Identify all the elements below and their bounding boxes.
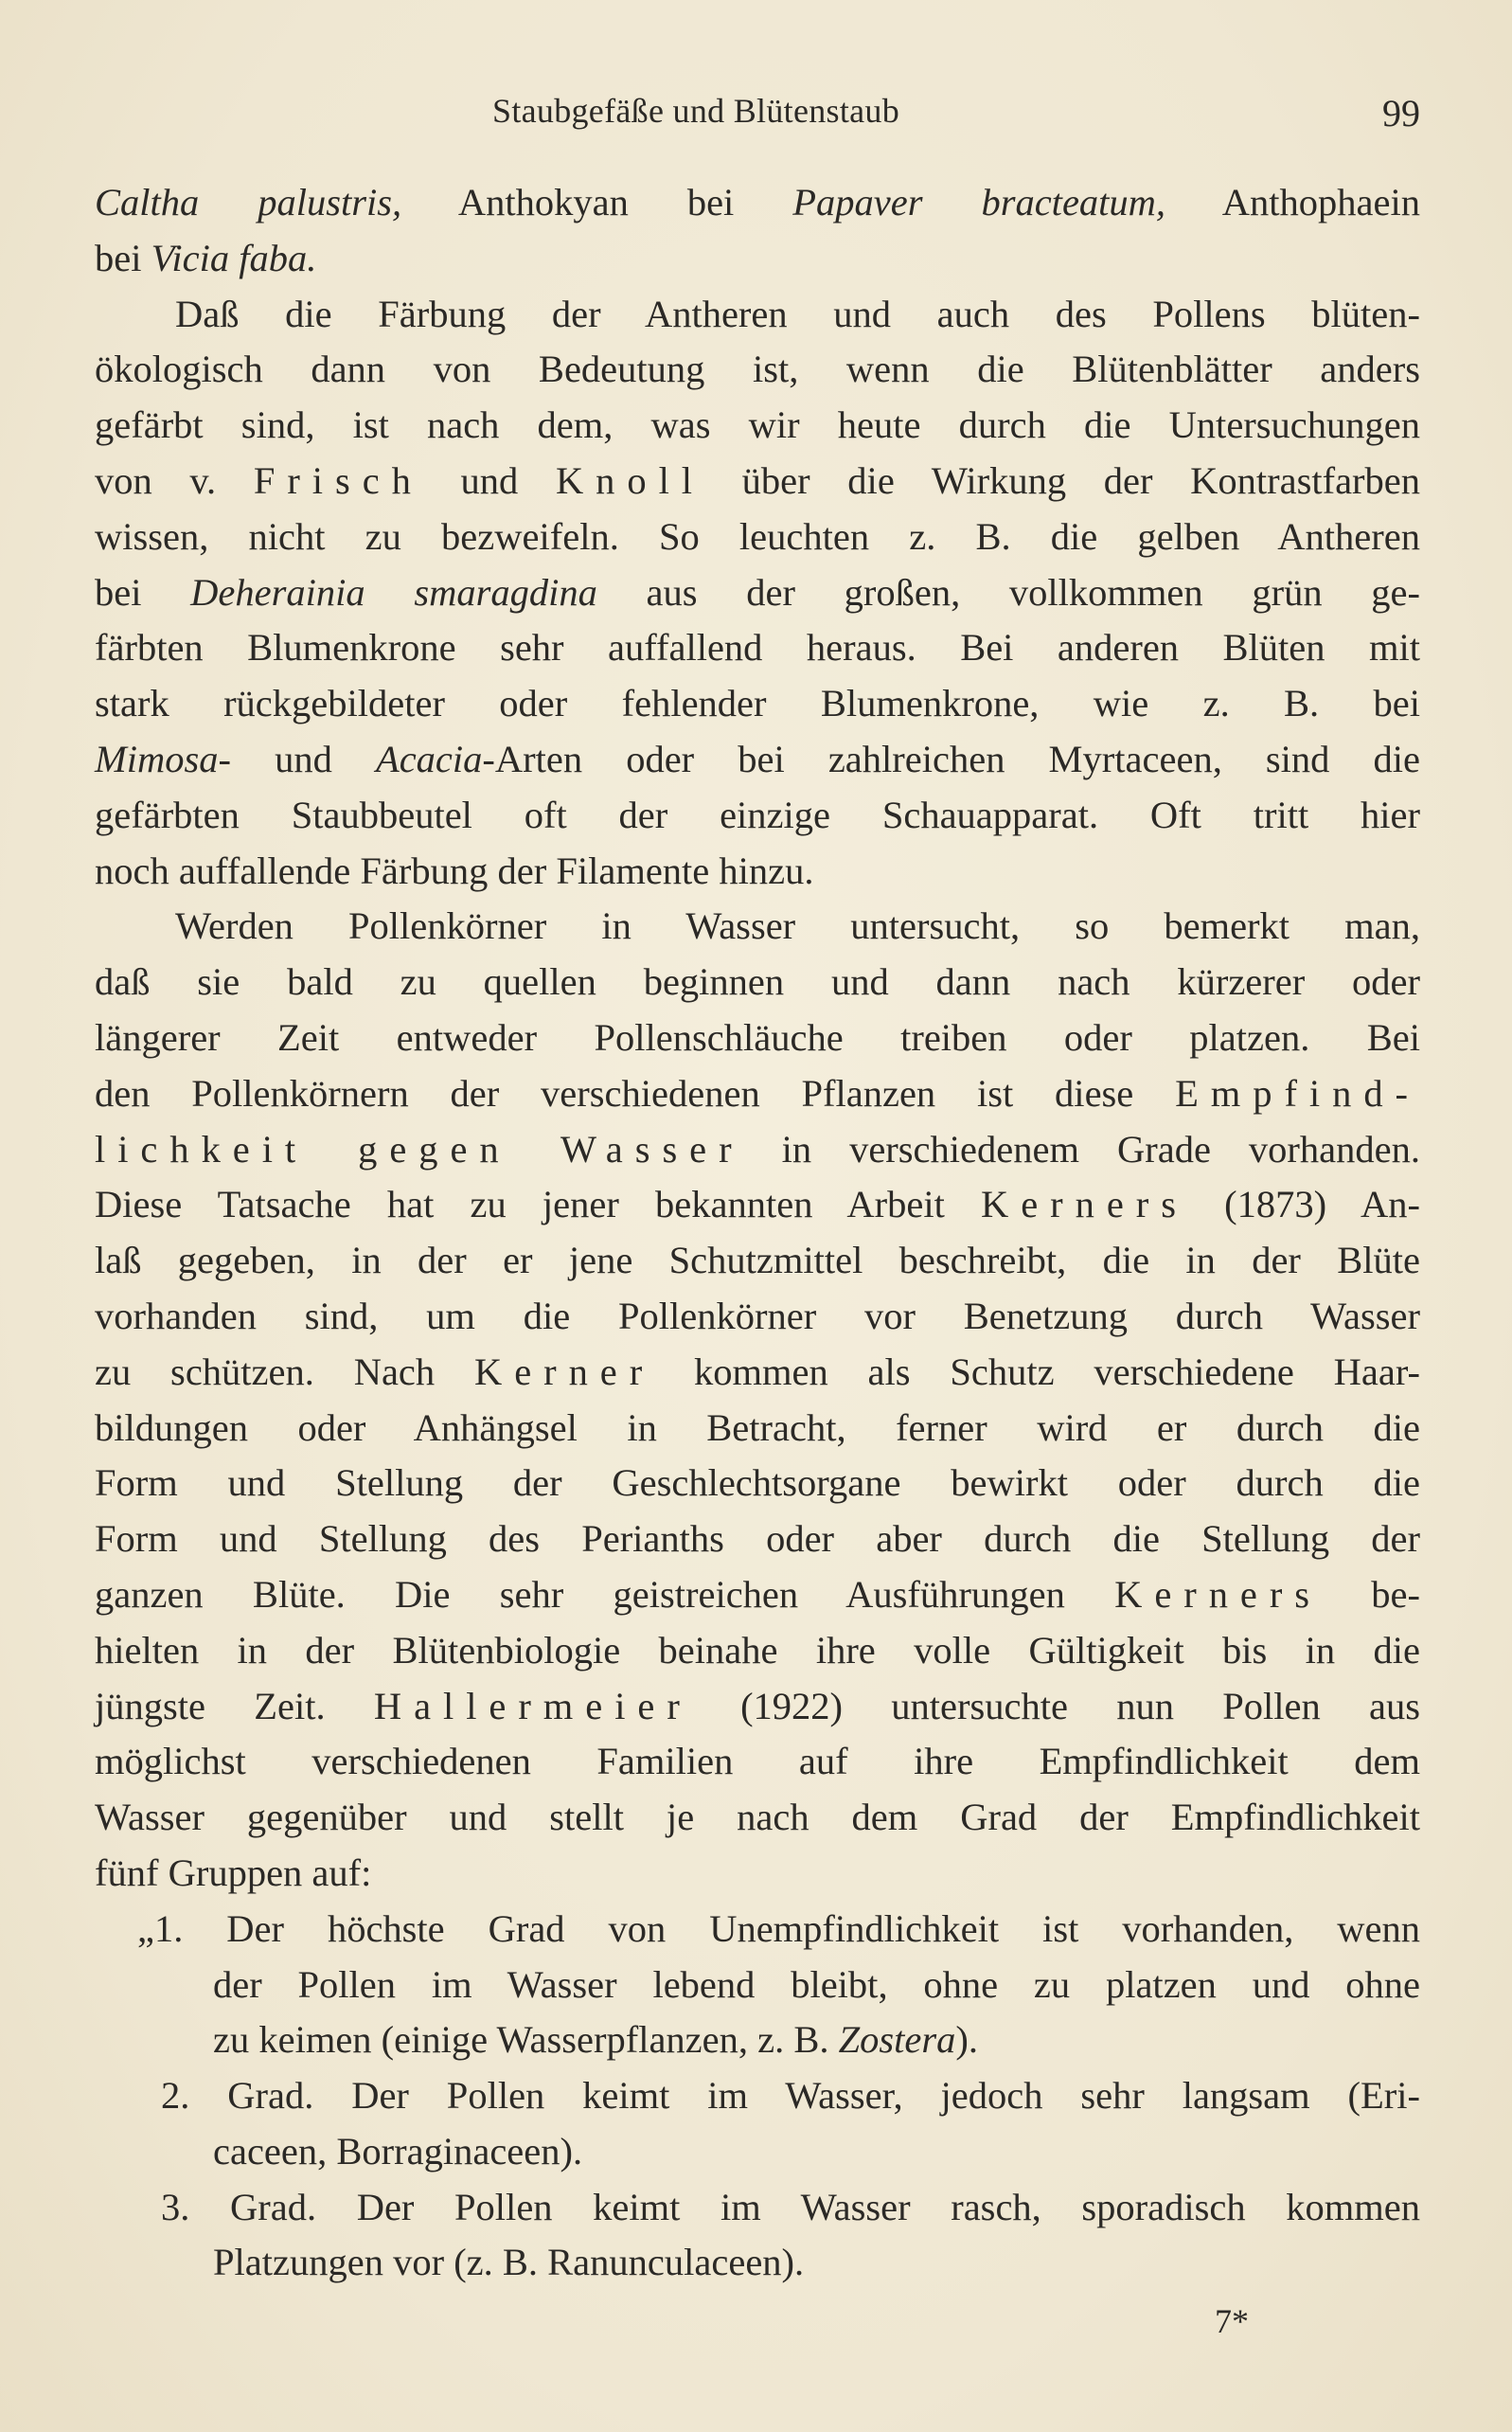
text-segment: noch auffallende Färbung der Filamente hinzu. (95, 849, 814, 892)
text-segment: hielten in der Blütenbiologie beinahe ihre volle Gültigkeit bis in die (95, 1628, 1420, 1672)
spaced-name: Kerners (981, 1183, 1188, 1226)
text-segment: jüngste Zeit. (95, 1684, 374, 1727)
text-segment: den Pollenkörnern der verschiedenen Pflanzen ist diese (95, 1071, 1176, 1115)
text-segment: laß gegeben, in der er jene Schutzmittel beschreibt, die in der Blüte (95, 1239, 1420, 1282)
text-line (95, 454, 1420, 510)
spaced-name: Hallermeier (373, 1684, 692, 1727)
text-segment: stark rückgebildeter oder fehlender Blumenkrone, wie z. B. bei (95, 682, 1420, 725)
spaced-name: Frisch (253, 458, 423, 502)
text-line (95, 2124, 1420, 2180)
text-segment: von v. (95, 458, 254, 502)
text-segment: vorhanden sind, um die Pollenkörner vor Benetzung durch Wasser (95, 1294, 1420, 1337)
text-line (95, 1010, 1420, 1066)
text-line (95, 620, 1420, 676)
text-segment: bildungen oder Anhängsel in Betracht, ferner wird er durch die (95, 1405, 1420, 1449)
text-line (95, 398, 1420, 454)
text-segment: wissen, nicht zu bezweifeln. So leuchten z. B. die gelben Antheren (95, 514, 1420, 558)
text-segment: zu keimen (einige Wasserpflanzen, z. B. (213, 2018, 839, 2062)
text-segment: gefärbten Staubbeutel oft der einzige Schauapparat. Oft tritt hier (95, 793, 1420, 836)
text-line (95, 1289, 1420, 1345)
text-line (95, 844, 1420, 900)
text-segment: Anthokyan bei (401, 181, 793, 224)
spaced-name: Knoll (555, 458, 705, 502)
text-line (95, 1177, 1420, 1233)
text-line (95, 1122, 1420, 1178)
text-segment: be- (1322, 1572, 1420, 1616)
text-line (95, 1958, 1420, 2013)
text-segment: Werden Pollenkörner in Wasser untersucht, so bemerkt man, (175, 904, 1420, 948)
text-segment: Diese Tatsache hat zu jener bekannten Arbeit (95, 1183, 982, 1226)
text-segment: bei (95, 236, 151, 279)
text-segment: „1. Der höchste Grad von Unempfindlichkeit ist vorhanden, wenn (137, 1906, 1420, 1950)
text-line (95, 1902, 1420, 1958)
text-segment: Form und Stellung des Perianths oder aber durch die Stellung der (95, 1517, 1420, 1561)
text-line (95, 1679, 1420, 1735)
text-segment: ökologisch dann von Bedeutung ist, wenn die Blütenblätter anders (95, 348, 1420, 391)
text-segment: 3. Grad. Der Pollen keimt im Wasser rasch, sporadisch kommen (161, 2185, 1420, 2228)
italic-text: Acacia- (375, 737, 495, 780)
text-segment: Anthophaein (1165, 181, 1420, 224)
text-line (95, 899, 1420, 955)
text-segment: Daß die Färbung der Antheren und auch des Pollens blüten- (175, 292, 1420, 335)
text-line (95, 1066, 1420, 1122)
text-line (95, 1345, 1420, 1401)
text-segment: caceen, Borraginaceen). (213, 2129, 583, 2173)
text-segment: und (231, 737, 376, 780)
text-line (95, 1456, 1420, 1511)
text-line (95, 510, 1420, 565)
italic-text: Papaver bracteatum, (792, 181, 1166, 224)
text-line (95, 1233, 1420, 1289)
text-line (95, 342, 1420, 398)
italic-text: Mimosa- (95, 737, 231, 780)
text-segment: über die Wirkung der Kontrastfarben (704, 458, 1421, 502)
text-line (95, 732, 1420, 788)
text-line (95, 2068, 1420, 2124)
text-segment: (1922) untersuchte nun Pollen aus (691, 1684, 1420, 1727)
text-segment: Arten oder bei zahlreichen Myrtaceen, sind die (494, 737, 1421, 780)
italic-text: Deherainia smaragdina (190, 570, 597, 614)
text-line (95, 2180, 1420, 2236)
spaced-name: Empfind- (1175, 1071, 1420, 1115)
text-line (95, 2235, 1420, 2291)
text-segment: färbten Blumenkrone sehr auffallend heraus. Bei anderen Blüten mit (95, 626, 1420, 670)
text-segment: fünf Gruppen auf: (95, 1851, 372, 1894)
running-head: Staubgefäße und Blütenstaub (492, 92, 900, 130)
spaced-name: Kerners (1114, 1572, 1323, 1616)
page-header (95, 91, 1420, 148)
text-line (95, 955, 1420, 1010)
spaced-name: Kerner (473, 1350, 655, 1393)
text-line (95, 1401, 1420, 1457)
text-segment: möglichst verschiedenen Familien auf ihre Empfindlichkeit dem (95, 1740, 1420, 1783)
text-segment: daß sie bald zu quellen beginnen und dann nach kürzerer oder (95, 960, 1420, 1004)
italic-text: Vicia faba. (151, 236, 317, 279)
text-line (95, 676, 1420, 732)
text-line (95, 1623, 1420, 1679)
text-line (95, 287, 1420, 343)
text-segment: Platzungen vor (z. B. Ranunculaceen). (213, 2241, 805, 2284)
text-segment: bei (95, 570, 191, 614)
text-line (95, 231, 1420, 287)
text-segment: kommen als Schutz verschiedene Haar- (654, 1350, 1420, 1393)
italic-text: Zostera (838, 2018, 956, 2062)
spaced-name: lichkeit gegen Wasser (95, 1127, 744, 1171)
text-line (95, 565, 1420, 621)
text-segment: Form und Stellung der Geschlechtsorgane bewirkt oder durch die (95, 1461, 1420, 1505)
italic-text: Caltha palustris, (95, 181, 402, 224)
text-line (95, 1511, 1420, 1567)
text-line (95, 788, 1420, 844)
text-line (95, 175, 1420, 231)
text-line (95, 1790, 1420, 1846)
text-segment: gefärbt sind, ist nach dem, was wir heute durch die Untersuchungen (95, 403, 1420, 447)
text-segment: zu schützen. Nach (95, 1350, 474, 1393)
page-number: 99 (1382, 92, 1420, 134)
text-segment: ganzen Blüte. Die sehr geistreichen Ausführungen (95, 1572, 1115, 1616)
text-segment: der Pollen im Wasser lebend bleibt, ohne zu platzen und ohne (213, 1962, 1420, 2006)
text-segment: Wasser gegenüber und stellt je nach dem Grad der Empfindlichkeit (95, 1796, 1420, 1839)
text-line (95, 2012, 1420, 2068)
text-segment: (1873) An- (1187, 1183, 1420, 1226)
signature-mark: 7* (1215, 2302, 1249, 2340)
text-line (95, 1734, 1420, 1790)
body-text (95, 175, 1420, 2291)
text-segment: aus der großen, vollkommen grün ge- (596, 570, 1420, 614)
text-segment: in verschiedenem Grade vorhanden. (743, 1127, 1420, 1171)
text-segment: ). (955, 2018, 979, 2062)
text-line (95, 1846, 1420, 1902)
text-segment: 2. Grad. Der Pollen keimt im Wasser, jedoch sehr langsam (Eri- (161, 2074, 1420, 2118)
text-line (95, 1567, 1420, 1623)
text-segment: und (422, 458, 556, 502)
text-segment: längerer Zeit entweder Pollenschläuche treiben oder platzen. Bei (95, 1015, 1420, 1059)
